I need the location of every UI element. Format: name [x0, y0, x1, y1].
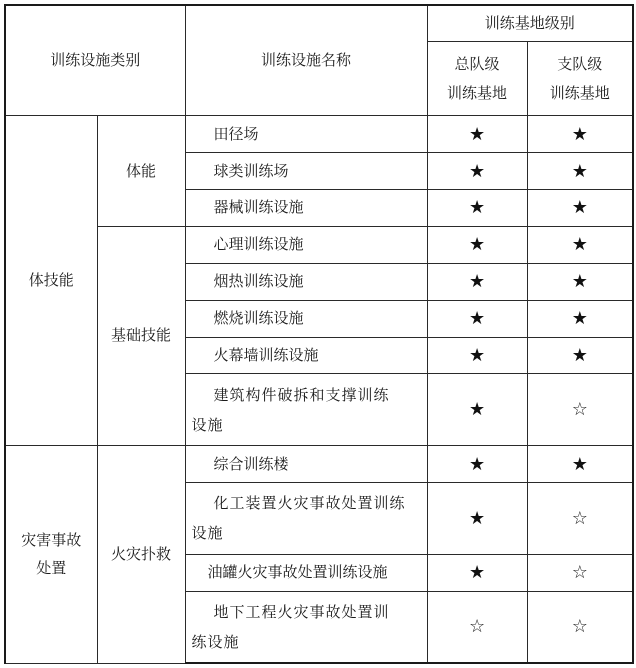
- header-base-level: 训练基地级别: [427, 5, 633, 42]
- team-level-mark: ★: [427, 300, 527, 337]
- branch-level-mark: ★: [527, 337, 633, 374]
- team-level-mark: ★: [427, 263, 527, 300]
- category-disaster-line2: 处置: [36, 559, 67, 578]
- team-level-mark: ★: [427, 116, 527, 153]
- team-level-mark: ★: [427, 226, 527, 263]
- team-level-mark: ☆: [427, 591, 527, 663]
- team-level-mark: ★: [427, 374, 527, 446]
- subcategory-fire-fighting: 火灾扑救: [97, 446, 185, 663]
- team-level-mark: ★: [427, 337, 527, 374]
- team-level-mark: ★: [427, 446, 527, 483]
- header-team-line1: 总队级: [454, 54, 500, 73]
- category-disaster-line1: 灾害事故: [21, 531, 82, 550]
- team-level-mark: ★: [427, 153, 527, 190]
- branch-level-mark: ★: [527, 189, 633, 226]
- facility-name: 燃烧训练设施: [185, 300, 427, 337]
- branch-level-mark: ☆: [527, 591, 633, 663]
- branch-level-mark: ★: [527, 300, 633, 337]
- branch-level-mark: ★: [527, 263, 633, 300]
- facility-name: 田径场: [185, 116, 427, 153]
- facility-name-line2: 设施: [191, 415, 224, 434]
- subcategory-fitness: 体能: [97, 116, 185, 227]
- team-level-mark: ★: [427, 554, 527, 591]
- header-facility-name: 训练设施名称: [185, 5, 427, 116]
- header-branch-base: [527, 42, 633, 116]
- facility-name-line1: 化工装置火灾事故处置训练: [213, 494, 406, 513]
- facility-name: 综合训练楼: [185, 446, 427, 483]
- branch-level-mark: ★: [527, 153, 633, 190]
- branch-level-mark: ☆: [527, 554, 633, 591]
- table-row: [5, 116, 633, 153]
- facility-name: [185, 483, 427, 555]
- category-physical-skill: 体技能: [5, 116, 97, 446]
- table-row: [5, 226, 633, 263]
- facility-name-line2: 设施: [191, 524, 224, 543]
- facility-name: [185, 374, 427, 446]
- facility-name: 烟热训练设施: [185, 263, 427, 300]
- facility-name-line1: 地下工程火灾事故处置训: [213, 602, 390, 621]
- team-level-mark: ★: [427, 483, 527, 555]
- facility-name-line2: 练设施: [191, 632, 240, 651]
- branch-level-mark: ☆: [527, 374, 633, 446]
- table-row: [5, 446, 633, 483]
- facility-name: [185, 591, 427, 663]
- branch-level-mark: ★: [527, 226, 633, 263]
- facility-table: [4, 4, 634, 664]
- facility-name: 火幕墙训练设施: [185, 337, 427, 374]
- category-disaster-response: [5, 446, 97, 663]
- header-team-line2: 训练基地: [447, 83, 508, 102]
- header-team-base: [427, 42, 527, 116]
- facility-name: 油罐火灾事故处置训练设施: [185, 554, 427, 591]
- subcategory-basic-skill: 基础技能: [97, 226, 185, 445]
- facility-name: 心理训练设施: [185, 226, 427, 263]
- header-category: 训练设施类别: [5, 5, 185, 116]
- branch-level-mark: ☆: [527, 483, 633, 555]
- facility-name: 器械训练设施: [185, 189, 427, 226]
- branch-level-mark: ★: [527, 116, 633, 153]
- header-branch-line2: 训练基地: [549, 83, 610, 102]
- header-branch-line1: 支队级: [557, 54, 603, 73]
- facility-name-line1: 建筑构件破拆和支撑训练: [213, 385, 390, 404]
- team-level-mark: ★: [427, 189, 527, 226]
- facility-name: 球类训练场: [185, 153, 427, 190]
- branch-level-mark: ★: [527, 446, 633, 483]
